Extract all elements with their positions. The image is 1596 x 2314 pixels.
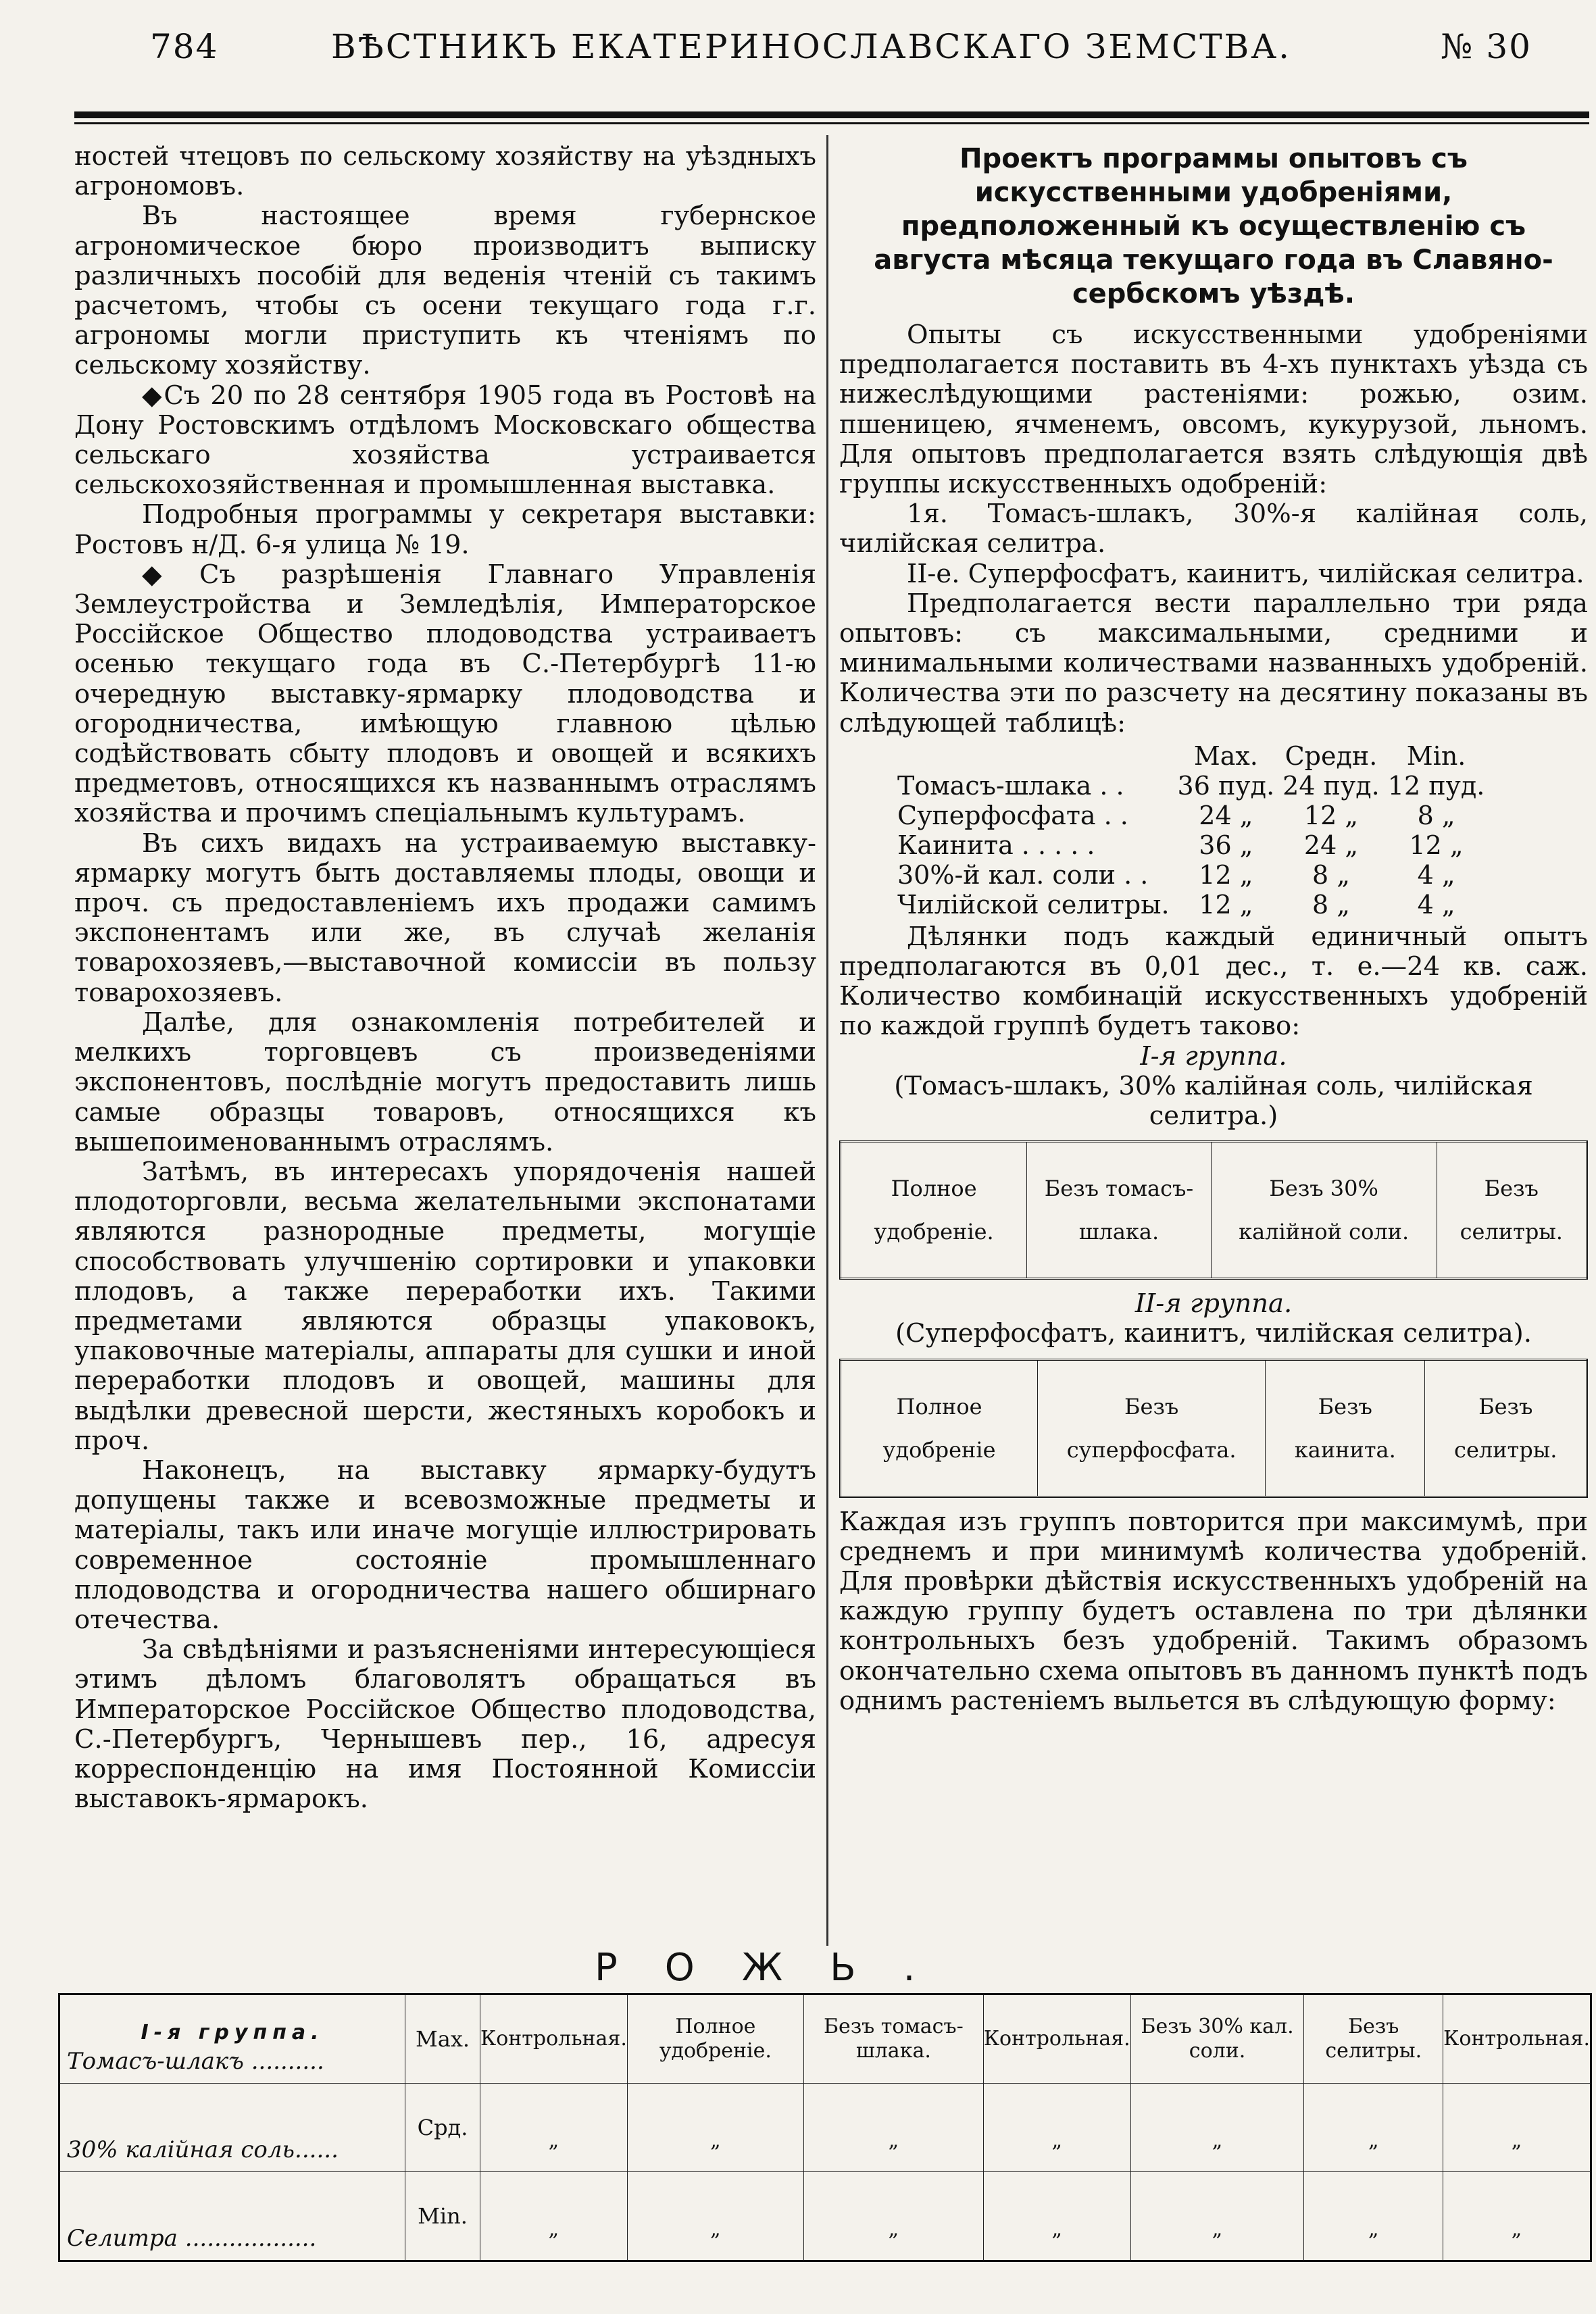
news-item-rostov: ◆ Съ 20 по 28 сентября 1905 года въ Ростовѣ на Дону Ростовскимъ отдѣломъ Московскаго общества сельскаго хозяйства устраивается сельскохозяйственная и промышленная выставка.: [74, 381, 816, 501]
group2-title: II-я группа.: [1134, 1288, 1293, 1319]
table-cell: [627, 2084, 803, 2172]
table-cell: 8 „: [1417, 800, 1455, 830]
table-row: [893, 801, 1489, 830]
paragraph: Опыты съ искусственными удобреніями предполагается поставить въ 4-хъ пунктахъ уѣзда съ нижеслѣдующими растеніями: рожью, озим. пшеницею, ячменемъ, овсомъ, кукурузой, льномъ. Для опытовъ предполагается взять слѣдующія двѣ группы искусственныхъ одобреній:: [839, 320, 1588, 500]
table-cell: [480, 2084, 628, 2172]
group-label: I-я группа.: [141, 2021, 324, 2044]
paragraph: Дѣлянки подъ каждый единичный опытъ предполагаются въ 0,01 дес., т. е.—24 кв. саж. Количество комбинацій искусственныхъ удобреній по каждой группѣ будетъ таково:: [839, 921, 1588, 1042]
column-header: Контрольная.: [1443, 1994, 1591, 2084]
table-cell: [480, 2172, 628, 2261]
table-cell: 36 „: [1199, 830, 1253, 860]
ditto-mark: „: [1212, 2217, 1223, 2241]
ditto-mark: „: [1511, 2129, 1522, 2153]
table-cell: Безъ 30% калійной соли.: [1211, 1142, 1437, 1279]
ditto-mark: „: [1051, 2217, 1063, 2241]
table-row: [893, 890, 1489, 920]
news-item-fruit-fair: ◆ Съ разрѣшенія Главнаго Управленія Землеустройства и Земледѣлія, Императорское Россійское Общество плодоводства устраиваетъ осенью текущаго года въ С.-Петербургѣ 11-ю очередную выставку-ярмарку плодоводства и огородничества, имѣющую главною цѣлью содѣйствовать сбыту плодовъ и овощей и всякихъ предметовъ, относящихся къ названнымъ отраслямъ хозяйства и прочимъ спеціальнымъ культурамъ.: [74, 560, 816, 829]
paragraph: Далѣе, для ознакомленія потребителей и мелкихъ торговцевъ съ произведеніями экспонентовъ, послѣдніе могутъ предоставить лишь самые образцы товаровъ, относящихся къ вышепоименованнымъ отраслямъ.: [74, 1007, 816, 1157]
table-row: [893, 860, 1489, 890]
table-cell: 12 „: [1199, 859, 1253, 890]
ditto-mark: „: [1051, 2129, 1063, 2153]
table-cell: 12 „: [1303, 800, 1359, 830]
table-cell: [1443, 2084, 1591, 2172]
paragraph: Наконецъ, на выставку ярмарку-будутъ допущены также и всевозможные предметы и матеріалы, такъ или иначе могущіе иллюстрировать современное состояніе промышленнаго плодоводства и огородничества нашего обширнаго отечества.: [74, 1455, 816, 1635]
level-label: Срд.: [405, 2084, 480, 2172]
table-row: [59, 2084, 1591, 2172]
table-cell: Безъ селитры.: [1437, 1142, 1587, 1279]
ditto-mark: „: [1511, 2217, 1522, 2241]
table-cell: [983, 2084, 1130, 2172]
column-header: Контрольная.: [983, 1994, 1130, 2084]
row-label: 30% калійная соль......: [67, 2136, 339, 2163]
left-column: [74, 142, 816, 1814]
row-label-cell: [59, 2084, 405, 2172]
column-header: Безъ томасъ-шлака.: [803, 1994, 983, 2084]
table-cell: [803, 2084, 983, 2172]
fertilizer-name: Суперфосфата . .: [897, 800, 1128, 830]
ditto-mark: „: [1212, 2129, 1223, 2153]
table-cell: Безъ томасъ-шлака.: [1027, 1142, 1212, 1279]
table-cell: Полное удобреніе.: [841, 1142, 1027, 1279]
ditto-mark: „: [1368, 2129, 1379, 2153]
row-label-cell: [59, 2172, 405, 2261]
fertilizer-name: 30%-й кал. соли . .: [897, 859, 1149, 890]
table-cell: [1130, 2084, 1304, 2172]
group1-table: [839, 1140, 1588, 1280]
ditto-mark: „: [1368, 2217, 1379, 2241]
issue-number: № 30: [1441, 27, 1532, 66]
group2-subtitle: (Суперфосфатъ, каинитъ, чилійская селитра).: [895, 1318, 1532, 1349]
level-label: Min.: [405, 2172, 480, 2261]
table-cell: [1443, 2172, 1591, 2261]
paragraph: 1я. Томасъ-шлакъ, 30%-я калійная соль, чилійская селитра.: [839, 499, 1588, 559]
paragraph: II-е. Суперфосфатъ, каинитъ, чилійская селитра.: [907, 558, 1585, 589]
column-divider: [826, 135, 828, 1946]
ditto-mark: „: [710, 2129, 721, 2153]
paragraph: Каждая изъ группъ повторится при максимумѣ, при среднемъ и при минимумѣ количества удобреній. Для провѣрки дѣйствія искусственныхъ удобреній на каждую группу будетъ оставлена по три дѣлянки контрольныхъ безъ удобреній. Такимъ образомъ окончательно схема опытовъ въ данномъ пунктѣ подъ однимъ растеніемъ выльется въ слѣдующую форму:: [839, 1506, 1588, 1716]
row-label: Томасъ-шлакъ ..........: [67, 2048, 324, 2075]
level-label: Мах.: [405, 1994, 480, 2084]
table-header: [893, 741, 1174, 771]
table-cell: 24 пуд.: [1282, 770, 1380, 801]
ditto-mark: „: [710, 2217, 721, 2241]
row-label-cell: [59, 1994, 405, 2084]
table-cell: [983, 2172, 1130, 2261]
row-label: Селитра ..................: [67, 2225, 317, 2252]
paragraph: Затѣмъ, въ интересахъ упорядоченія нашей плодоторговли, весьма желательными экспонатами являются разнородные предметы, могущіе способствовать улучшенію сортировки и упаковки плодовъ, а также переработки ихъ. Такими предметами являются образцы упаковокъ, упаковочные матеріалы, аппараты для сушки и иной переработки плодовъ и овощей, машины для выдѣлки древесной шерсти, жестяныхъ коробокъ и проч.: [74, 1156, 816, 1456]
table-cell: [627, 2172, 803, 2261]
article-title: Проектъ программы опытовъ съ искусственными удобреніями, предположенный къ осуществленію съ августа мѣсяца текущаго года въ Славяно-сербскомъ уѣздѣ.: [874, 143, 1553, 309]
fertilizer-name: Каинита . . . . .: [897, 830, 1095, 860]
paragraph: Предполагается вести параллельно три ряда опытовъ: съ максимальными, средними и минимальными количествами названныхъ удобреній. Количества эти по разсчету на десятину показаны въ слѣдующей таблицѣ:: [839, 588, 1588, 738]
column-header: Безъ 30% кал. соли.: [1130, 1994, 1304, 2084]
ditto-mark: „: [888, 2217, 899, 2241]
experiment-scheme-table: [58, 1993, 1592, 2262]
header-rule-thin: [74, 122, 1589, 124]
page-number: 784: [150, 27, 219, 66]
table-cell: Безъ селитры.: [1425, 1359, 1587, 1496]
table-cell: 12 „: [1199, 889, 1253, 920]
ditto-mark: „: [888, 2129, 899, 2153]
column-header: Контрольная.: [480, 1994, 628, 2084]
paragraph: ностей чтецовъ по сельскому хозяйству на уѣздныхъ агрономовъ.: [74, 141, 816, 202]
table-cell: Безъ суперфосфата.: [1038, 1359, 1266, 1496]
table-header: Мах.: [1193, 740, 1258, 771]
paragraph: Въ сихъ видахъ на устраиваемую выставку-ярмарку могутъ быть доставляемы плоды, овощи и проч. съ предоставленіемъ ихъ продажи самимъ экспонентамъ или же, въ случаѣ желанія товарохозяевъ,—выставочной комиссіи въ пользу товарохозяевъ.: [74, 828, 816, 1008]
table-cell: 24 „: [1303, 830, 1359, 860]
paragraph: Подробныя программы у секретаря выставки: Ростовъ н/Д. 6-я улица № 19.: [74, 499, 816, 560]
table-cell: 8 „: [1312, 859, 1350, 890]
table-cell: [1130, 2172, 1304, 2261]
table-row: [59, 2172, 1591, 2261]
journal-title: ВѢСТНИКЪ ЕКАТЕРИНОСЛАВСКАГО ЗЕМСТВА.: [331, 27, 1292, 66]
fertilizer-name: Томасъ-шлака . .: [897, 770, 1124, 801]
ditto-mark: „: [548, 2217, 559, 2241]
quantity-table: [893, 741, 1489, 920]
table-row: [59, 1994, 1591, 2084]
table-cell: 4 „: [1417, 889, 1455, 920]
column-header: Безъ селитры.: [1304, 1994, 1443, 2084]
table-cell: Полное удобреніе: [841, 1359, 1038, 1496]
table-header: Средн.: [1285, 740, 1378, 771]
group1-title: I-я группа.: [1140, 1040, 1287, 1072]
table-row: [893, 771, 1489, 801]
paragraph: За свѣдѣніями и разъясненіями интересующіеся этимъ дѣломъ благоволятъ обращаться въ Императорское Россійское Общество плодоводства, С.-Петербургъ, Чернышевъ пер., 16, адресуя корреспонденцію на имя Постоянной Комиссіи выставокъ-ярмарокъ.: [74, 1634, 816, 1815]
table-cell: 4 „: [1417, 859, 1455, 890]
table-header: Min.: [1406, 740, 1466, 771]
group1-subtitle: (Томасъ-шлакъ, 30% калійная соль, чилійская селитра.): [894, 1070, 1533, 1132]
right-column: [839, 142, 1588, 1716]
table-cell: [1304, 2172, 1443, 2261]
fertilizer-name: Чилійской селитры.: [897, 889, 1170, 920]
table-cell: 24 „: [1199, 800, 1253, 830]
header-rule-thick: [74, 111, 1589, 118]
table-cell: 36 пуд.: [1177, 770, 1275, 801]
table-cell: [803, 2172, 983, 2261]
ditto-mark: „: [548, 2129, 559, 2153]
group2-table: [839, 1359, 1588, 1498]
table-cell: Безъ каинита.: [1266, 1359, 1425, 1496]
table-cell: 8 „: [1312, 889, 1350, 920]
table-cell: [1304, 2084, 1443, 2172]
table-heading: РОЖЬ.: [595, 1946, 963, 1990]
table-row: [893, 830, 1489, 860]
table-cell: 12 „: [1409, 830, 1464, 860]
paragraph: Въ настоящее время губернское агрономическое бюро производитъ выписку различныхъ пособій для веденія чтеній съ такимъ расчетомъ, чтобы съ осени текущаго года г.г. агрономы могли приступить къ чтеніямъ по сельскому хозяйству.: [74, 201, 816, 381]
column-header: Полное удобреніе.: [627, 1994, 803, 2084]
table-cell: 12 пуд.: [1387, 770, 1485, 801]
